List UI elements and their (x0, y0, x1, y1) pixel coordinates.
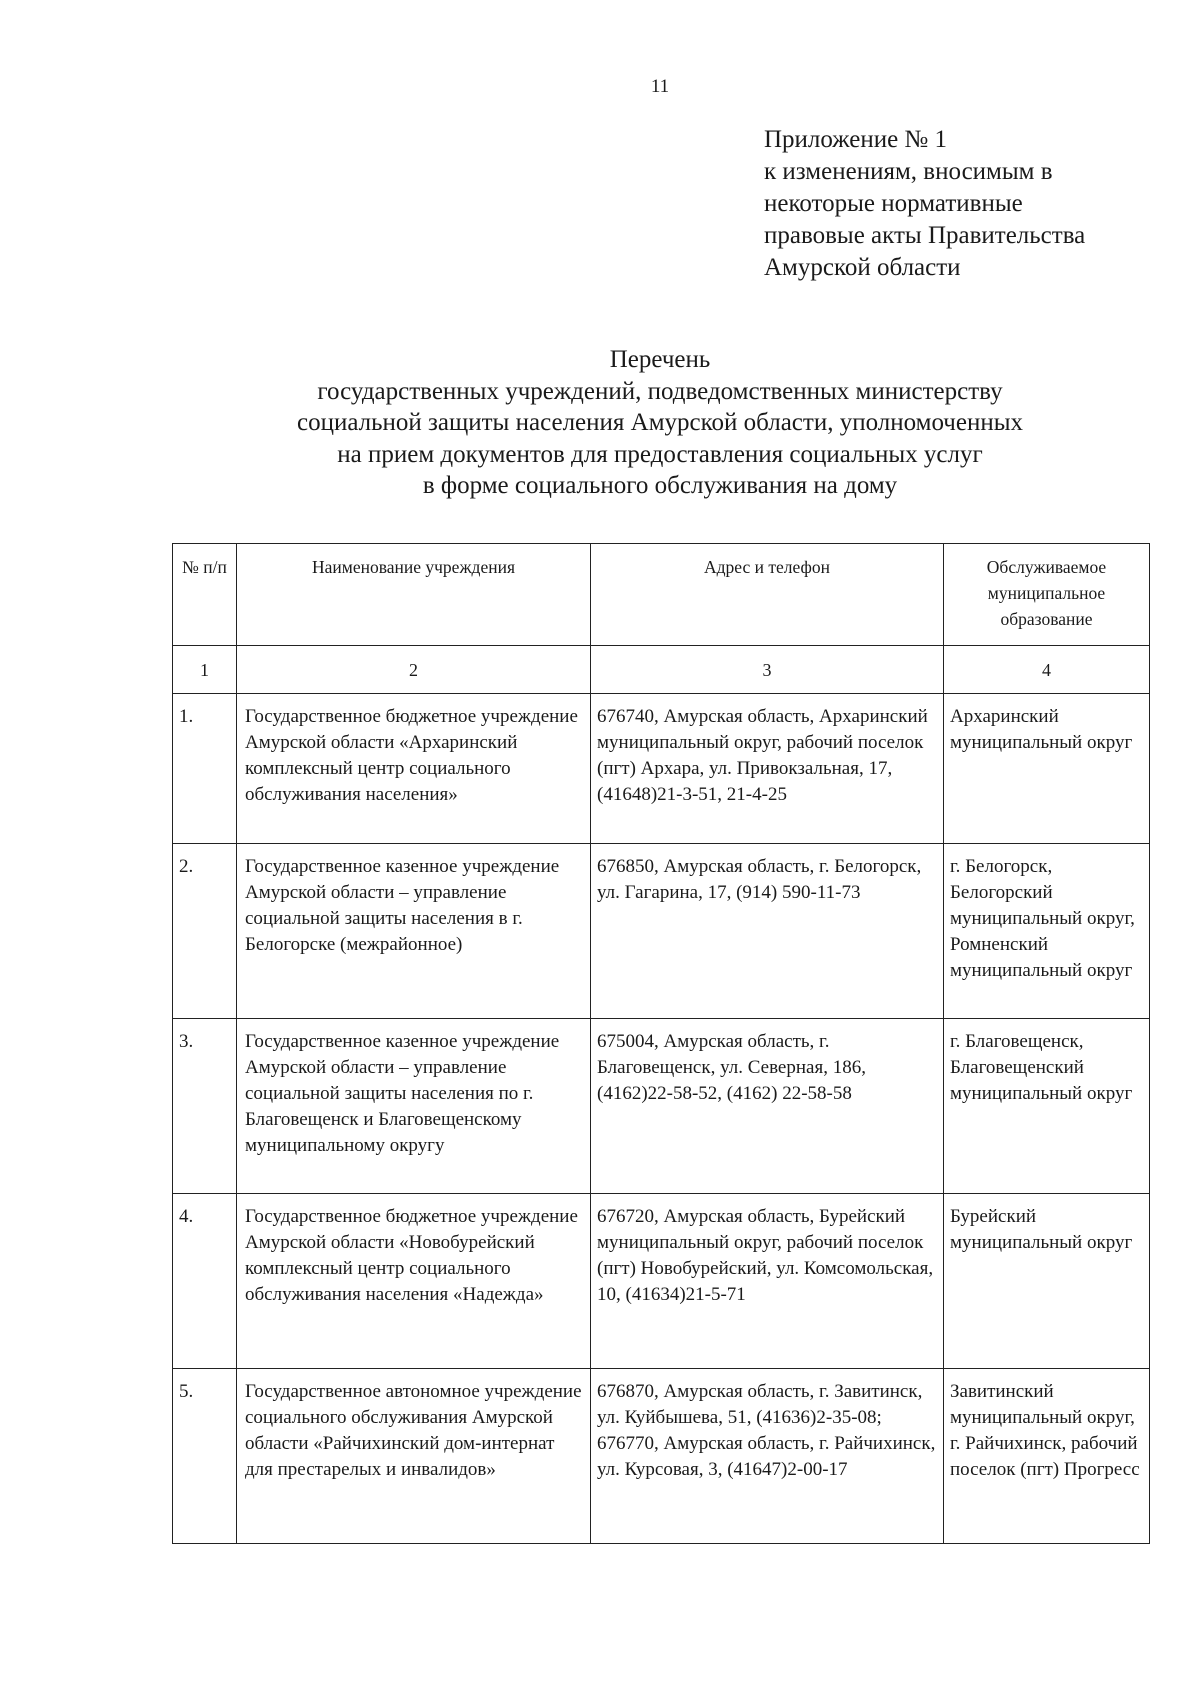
institution-name: Государственное бюджетное учреждение Амурской области «Архаринский комплексный центр социального обслуживания населения» (237, 694, 591, 844)
appendix-line: правовые акты Правительства (764, 222, 1086, 249)
header-name: Наименование учреждения (237, 544, 591, 646)
institution-name: Государственное бюджетное учреждение Амурской области «Новобурейский комплексный центр социального обслуживания населения «Надежда» (237, 1194, 591, 1369)
served-area: г. Благовещенск, Благовещенский муниципальный округ (944, 1019, 1150, 1194)
header-number: № п/п (173, 544, 237, 646)
header-address: Адрес и телефон (591, 544, 944, 646)
table-header-row (173, 544, 1150, 646)
institution-address: 676720, Амурская область, Бурейский муниципальный округ, рабочий поселок (пгт) Новобурейский, ул. Комсомольская, 10, (41634)21-5-71 (591, 1194, 944, 1369)
institution-address: 676740, Амурская область, Архаринский муниципальный округ, рабочий поселок (пгт) Архара, ул. Привокзальная, 17, (41648)21-3-51, 21-4-25 (591, 694, 944, 844)
column-number: 2 (237, 646, 591, 694)
column-number: 4 (944, 646, 1150, 694)
table-row (173, 1019, 1150, 1194)
appendix-line: к изменениям, вносимым в (764, 158, 1053, 185)
served-area: г. Белогорск, Белогорский муниципальный округ, Ромненский муниципальный округ (944, 844, 1150, 1019)
title-line: социальной защиты населения Амурской области, уполномоченных (296, 409, 1024, 436)
appendix-line: Приложение № 1 (764, 126, 948, 153)
column-number-row (173, 646, 1150, 694)
appendix-header (764, 124, 1085, 284)
title-line: государственных учреждений, подведомственных министерству (317, 377, 1003, 405)
institution-address: 676870, Амурская область, г. Завитинск, ул. Куйбышева, 51, (41636)2-35-08; 676770, Амурская область, г. Райчихинск, ул. Курсовая, 3, (41647)2-00-17 (591, 1369, 944, 1544)
institution-name: Государственное автономное учреждение социального обслуживания Амурской области «Райчихинский дом-интернат для престарелых и инвалидов» (237, 1369, 591, 1544)
table-row (173, 844, 1150, 1019)
table-row (173, 694, 1150, 844)
institution-name: Государственное казенное учреждение Амурской области – управление социальной защиты населения по г. Благовещенск и Благовещенскому муниципальному округу (237, 1019, 591, 1194)
document-title (0, 344, 1200, 502)
row-number: 4. (173, 1194, 237, 1369)
column-number: 1 (173, 646, 237, 694)
appendix-line: некоторые нормативные (764, 190, 1023, 217)
title-line: на прием документов для предоставления социальных услуг (337, 440, 983, 468)
institutions-table-grid (172, 543, 1150, 1544)
table-row (173, 1369, 1150, 1544)
page-number: 11 (650, 76, 670, 97)
institution-address: 676850, Амурская область, г. Белогорск, ул. Гагарина, 17, (914) 590-11-73 (591, 844, 944, 1019)
header-area: Обслуживаемое муниципальное образование (944, 544, 1150, 646)
row-number: 5. (173, 1369, 237, 1544)
institutions-table (172, 543, 1149, 1544)
served-area: Архаринский муниципальный округ (944, 694, 1150, 844)
title-line: Перечень (609, 346, 711, 373)
title-line: в форме социального обслуживания на дому (422, 472, 898, 499)
appendix-line: Амурской области (764, 254, 961, 281)
institution-name: Государственное казенное учреждение Амурской области – управление социальной защиты населения в г. Белогорске (межрайонное) (237, 844, 591, 1019)
row-number: 3. (173, 1019, 237, 1194)
column-number: 3 (591, 646, 944, 694)
served-area: Завитинский муниципальный округ, г. Райчихинск, рабочий поселок (пгт) Прогресс (944, 1369, 1150, 1544)
row-number: 1. (173, 694, 237, 844)
institution-address: 675004, Амурская область, г. Благовещенск, ул. Северная, 186, (4162)22-58-52, (4162) 22-58-58 (591, 1019, 944, 1194)
served-area: Бурейский муниципальный округ (944, 1194, 1150, 1369)
table-row (173, 1194, 1150, 1369)
row-number: 2. (173, 844, 237, 1019)
